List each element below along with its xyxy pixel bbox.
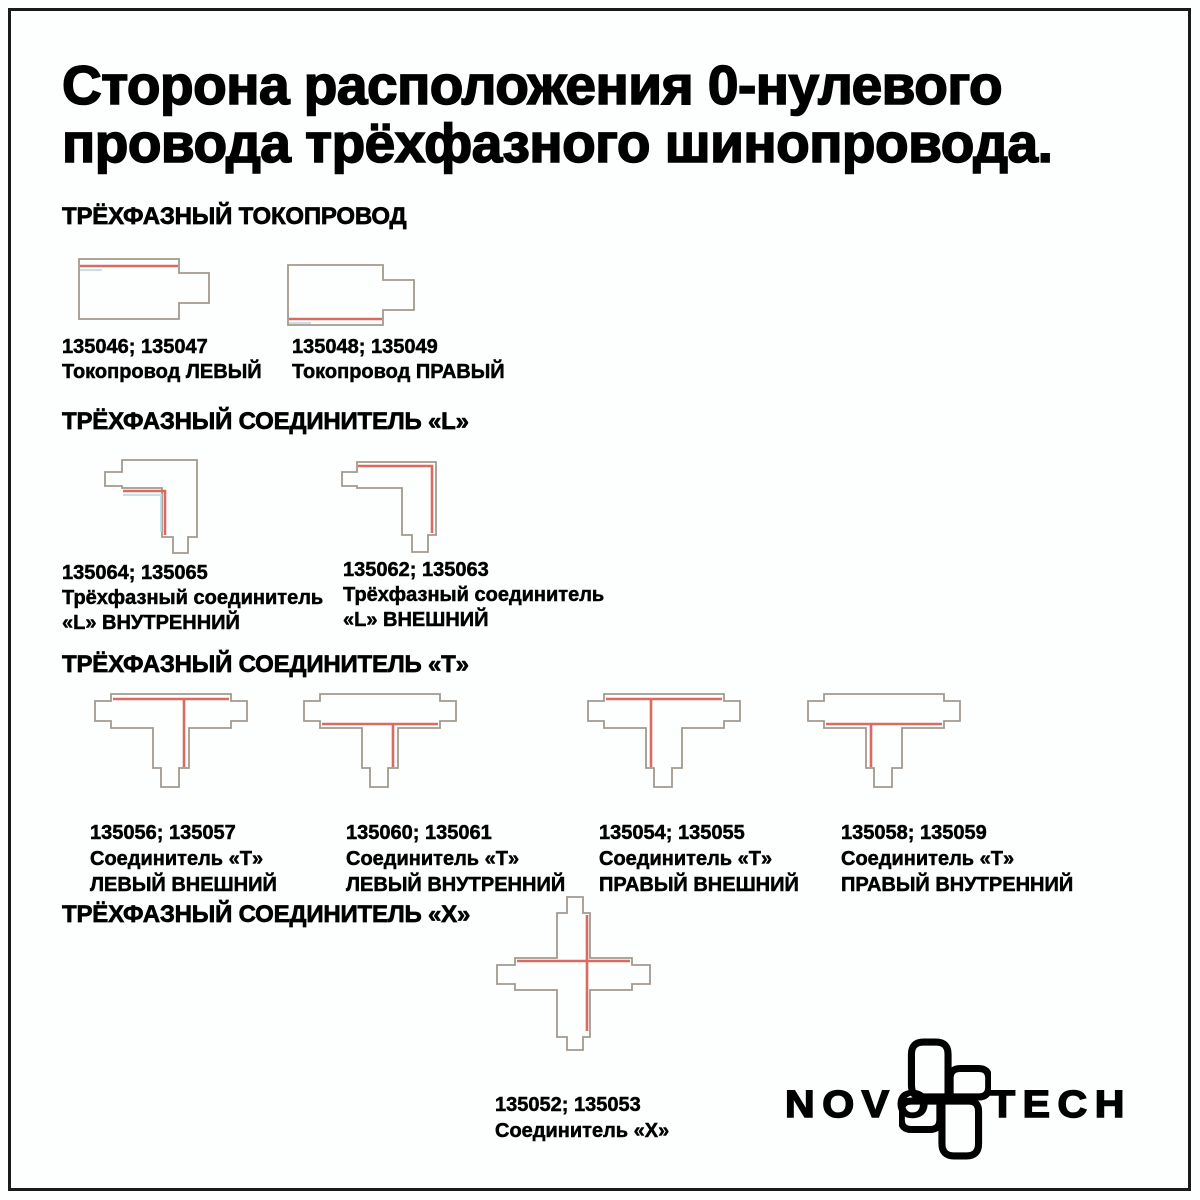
- item-name: «L» ВНУТРЕННИЙ: [62, 612, 240, 634]
- item-name: Соединитель «Т»: [90, 848, 264, 870]
- t-connector-right-inner-diagram: [804, 690, 964, 790]
- page-title: [62, 56, 1112, 172]
- l-connector-outer-diagram: [338, 452, 448, 562]
- item-code: 135056; 135057: [90, 822, 236, 844]
- l-connector-inner-diagram: [100, 452, 210, 562]
- section-header-x-connector: ТРЁХФАЗНЫЙ СОЕДИНИТЕЛЬ «Х»: [62, 901, 471, 928]
- item-name: ЛЕВЫЙ ВНУТРЕННИЙ: [346, 874, 566, 896]
- t-connector-left-inner-diagram: [300, 690, 460, 790]
- item-name: Соединитель «Х»: [495, 1120, 670, 1142]
- item-name: ЛЕВЫЙ ВНЕШНИЙ: [90, 874, 277, 896]
- item-code: 135052; 135053: [495, 1094, 641, 1116]
- item-name: «L» ВНЕШНИЙ: [343, 609, 489, 631]
- item-name: Соединитель «Т»: [841, 848, 1015, 870]
- label-t-right-inner: [841, 820, 1073, 898]
- label-x-connector: [495, 1092, 669, 1144]
- logo-text-tech: TECH: [990, 1084, 1132, 1126]
- section-header-t-connector: ТРЁХФАЗНЫЙ СОЕДИНИТЕЛЬ «Т»: [62, 651, 469, 678]
- phase-line: [123, 495, 161, 532]
- item-name: ПРАВЫЙ ВНЕШНИЙ: [599, 874, 799, 896]
- conductor-right-diagram: [287, 264, 427, 334]
- item-name: Токопровод ПРАВЫЙ: [292, 361, 505, 383]
- label-conductor-right: [292, 335, 505, 385]
- item-name: Соединитель «Т»: [346, 848, 520, 870]
- neutral-wire-line: [123, 491, 165, 535]
- x-connector-diagram: [490, 893, 660, 1058]
- conductor-left-diagram: [78, 255, 218, 325]
- t-connector-left-outer-diagram: [91, 690, 251, 790]
- section-header-conductor: ТРЁХФАЗНЫЙ ТОКОПРОВОД: [62, 203, 407, 230]
- item-name: ПРАВЫЙ ВНУТРЕННИЙ: [841, 874, 1074, 896]
- item-code: 135048; 135049: [292, 336, 438, 358]
- item-name: Соединитель «Т»: [599, 848, 773, 870]
- item-name: Трёхфазный соединитель: [343, 584, 605, 606]
- page-title-line2: провода трёхфазного шинопровода.: [62, 112, 1053, 174]
- item-code: 135058; 135059: [841, 822, 987, 844]
- item-code: 135046; 135047: [62, 336, 208, 358]
- label-t-left-outer: [90, 820, 277, 898]
- neutral-wire-line: [358, 466, 432, 533]
- label-t-left-inner: [346, 820, 565, 898]
- item-code: 135064; 135065: [62, 562, 208, 584]
- item-code: 135062; 135063: [343, 559, 489, 581]
- item-code: 135060; 135061: [346, 822, 492, 844]
- logo-text-novo: NOVO: [785, 1084, 937, 1126]
- t-connector-right-outer-diagram: [584, 690, 744, 790]
- label-l-outer: [343, 558, 604, 633]
- item-code: 135054; 135055: [599, 822, 745, 844]
- label-l-inner: [62, 561, 323, 636]
- page-title-line1: Сторона расположения 0-нулевого: [62, 54, 1003, 116]
- novotech-logo: [783, 1038, 1148, 1163]
- label-conductor-left: [62, 335, 262, 385]
- section-header-l-connector: ТРЁХФАЗНЫЙ СОЕДИНИТЕЛЬ «L»: [62, 408, 469, 435]
- item-name: Токопровод ЛЕВЫЙ: [62, 361, 262, 383]
- item-name: Трёхфазный соединитель: [62, 587, 324, 609]
- novotech-flower-icon: [899, 1038, 991, 1160]
- label-t-right-outer: [599, 820, 799, 898]
